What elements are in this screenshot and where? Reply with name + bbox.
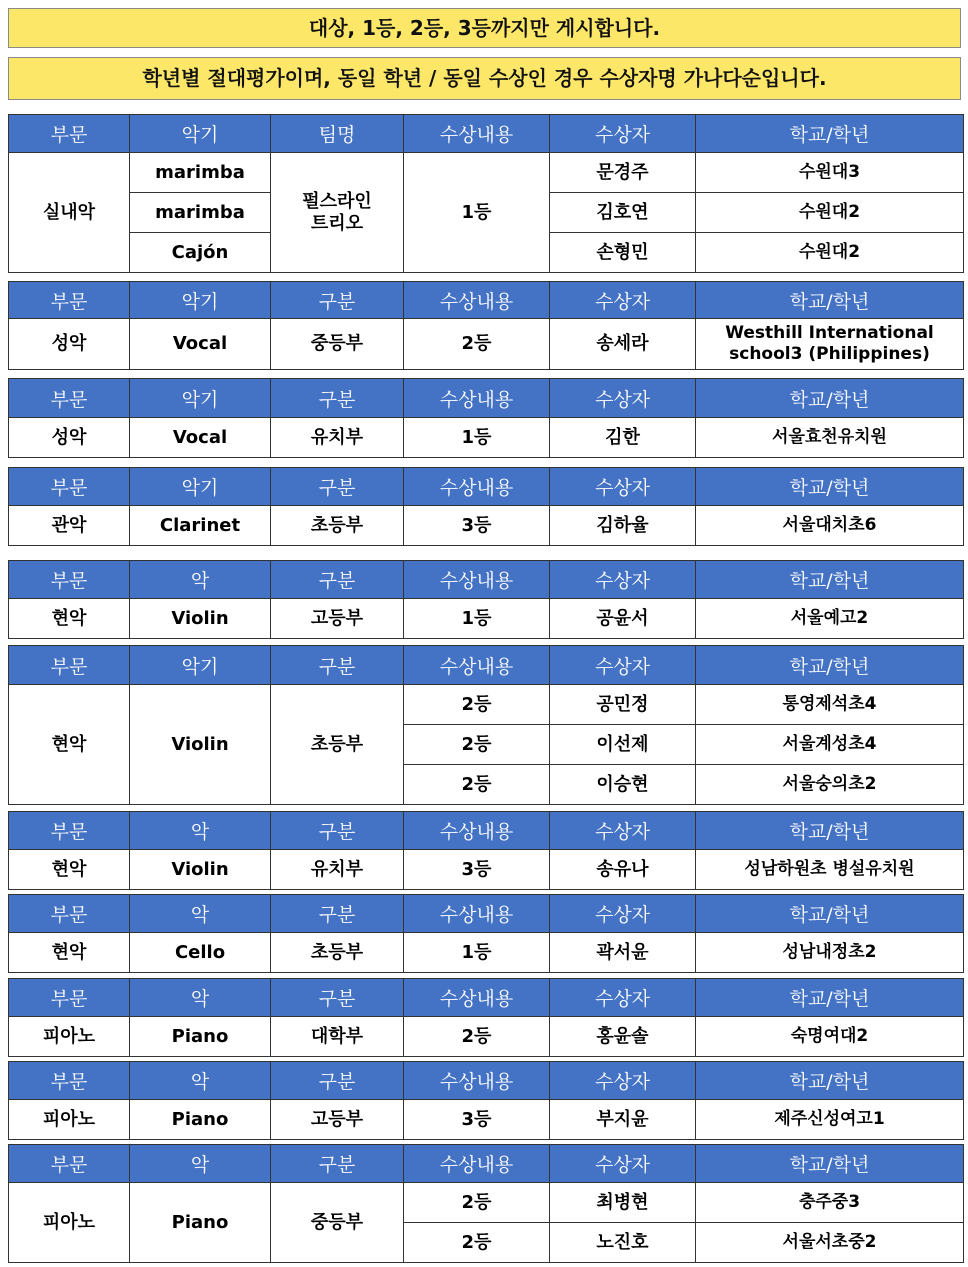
header-school-cell: 학교/학년 bbox=[696, 282, 964, 319]
table-row bbox=[9, 850, 964, 890]
school-cell: 숙명여대2 bbox=[696, 1017, 964, 1057]
prize-cell: 1등 bbox=[404, 153, 550, 273]
header-division-cell: 부문 bbox=[9, 561, 130, 599]
header-instrument-cell: 악 bbox=[130, 895, 271, 933]
table-row bbox=[9, 418, 964, 458]
table-header-row bbox=[9, 1145, 964, 1183]
header-instrument-cell: 악 bbox=[130, 1145, 271, 1183]
header-division-cell: 부문 bbox=[9, 812, 130, 850]
header-instrument-cell: 악 bbox=[130, 812, 271, 850]
header-school-cell: 학교/학년 bbox=[696, 1145, 964, 1183]
header-instrument-cell: 악 bbox=[130, 979, 271, 1017]
header-prize-cell: 수상내용 bbox=[404, 468, 550, 506]
winner-cell: 곽서윤 bbox=[550, 933, 696, 973]
header-category-cell: 구분 bbox=[271, 379, 404, 418]
winner-cell: 공윤서 bbox=[550, 599, 696, 639]
prize-cell: 2등 bbox=[404, 1183, 550, 1223]
instrument-cell: Piano bbox=[130, 1017, 271, 1057]
header-division-cell: 부문 bbox=[9, 979, 130, 1017]
prize-cell: 2등 bbox=[404, 725, 550, 765]
category-cell: 초등부 bbox=[271, 933, 404, 973]
school-cell: 성남하원초 병설유치원 bbox=[696, 850, 964, 890]
table-header-row bbox=[9, 646, 964, 685]
prize-cell: 2등 bbox=[404, 1223, 550, 1263]
award-table bbox=[8, 378, 964, 458]
instrument-cell: Piano bbox=[130, 1183, 271, 1263]
award-table bbox=[8, 467, 964, 546]
header-prize-cell: 수상내용 bbox=[404, 1062, 550, 1100]
instrument-cell: Violin bbox=[130, 685, 271, 805]
table-row bbox=[9, 1183, 964, 1223]
header-instrument-cell: 악기 bbox=[130, 115, 271, 153]
school-cell: 제주신성여고1 bbox=[696, 1100, 964, 1140]
header-winner-cell: 수상자 bbox=[550, 379, 696, 418]
category-cell: 고등부 bbox=[271, 1100, 404, 1140]
header-category-cell: 구분 bbox=[271, 812, 404, 850]
header-division-cell: 부문 bbox=[9, 282, 130, 319]
winner-cell: 문경주 bbox=[550, 153, 696, 193]
prize-cell: 3등 bbox=[404, 850, 550, 890]
category-cell: 대학부 bbox=[271, 1017, 404, 1057]
prize-cell: 2등 bbox=[404, 1017, 550, 1057]
division-cell: 실내악 bbox=[9, 153, 130, 273]
table-header-row bbox=[9, 561, 964, 599]
instrument-cell: Vocal bbox=[130, 319, 271, 370]
header-prize-cell: 수상내용 bbox=[404, 115, 550, 153]
winner-cell: 공민정 bbox=[550, 685, 696, 725]
winner-cell: 김호연 bbox=[550, 193, 696, 233]
header-category-cell: 구분 bbox=[271, 1062, 404, 1100]
division-cell: 현악 bbox=[9, 850, 130, 890]
instrument-cell: Piano bbox=[130, 1100, 271, 1140]
award-table bbox=[8, 894, 964, 973]
header-prize-cell: 수상내용 bbox=[404, 379, 550, 418]
award-table bbox=[8, 281, 964, 370]
header-division-cell: 부문 bbox=[9, 379, 130, 418]
table-header-row bbox=[9, 379, 964, 418]
instrument-cell: marimba bbox=[130, 193, 271, 233]
school-cell: 수원대3 bbox=[696, 153, 964, 193]
school-cell: 서울숭의초2 bbox=[696, 765, 964, 805]
school-cell: 서울예고2 bbox=[696, 599, 964, 639]
header-school-cell: 학교/학년 bbox=[696, 1062, 964, 1100]
header-winner-cell: 수상자 bbox=[550, 561, 696, 599]
prize-cell: 1등 bbox=[404, 933, 550, 973]
table-header-row bbox=[9, 282, 964, 319]
header-prize-cell: 수상내용 bbox=[404, 646, 550, 685]
header-division-cell: 부문 bbox=[9, 895, 130, 933]
table-row bbox=[9, 933, 964, 973]
winner-cell: 송유나 bbox=[550, 850, 696, 890]
award-table bbox=[8, 560, 964, 639]
header-school-cell: 학교/학년 bbox=[696, 895, 964, 933]
header-school-cell: 학교/학년 bbox=[696, 979, 964, 1017]
school-cell: 통영제석초4 bbox=[696, 685, 964, 725]
category-cell: 유치부 bbox=[271, 418, 404, 458]
award-table bbox=[8, 978, 964, 1057]
winner-cell: 홍윤솔 bbox=[550, 1017, 696, 1057]
prize-cell: 1등 bbox=[404, 418, 550, 458]
school-cell: 서울계성초4 bbox=[696, 725, 964, 765]
award-table bbox=[8, 1144, 964, 1263]
table-header-row bbox=[9, 1062, 964, 1100]
header-school-cell: 학교/학년 bbox=[696, 812, 964, 850]
header-division-cell: 부문 bbox=[9, 1145, 130, 1183]
header-prize-cell: 수상내용 bbox=[404, 1145, 550, 1183]
notice-banner-1 bbox=[8, 8, 961, 48]
winner-cell: 송세라 bbox=[550, 319, 696, 370]
division-cell: 성악 bbox=[9, 418, 130, 458]
winner-cell: 김한 bbox=[550, 418, 696, 458]
school-cell: 서울대치초6 bbox=[696, 506, 964, 546]
header-winner-cell: 수상자 bbox=[550, 646, 696, 685]
table-row bbox=[9, 153, 964, 193]
table-row bbox=[9, 1100, 964, 1140]
header-winner-cell: 수상자 bbox=[550, 282, 696, 319]
category-cell: 중등부 bbox=[271, 319, 404, 370]
header-instrument-cell: 악기 bbox=[130, 379, 271, 418]
header-school-cell: 학교/학년 bbox=[696, 115, 964, 153]
award-table bbox=[8, 645, 964, 805]
division-cell: 현악 bbox=[9, 599, 130, 639]
school-cell: 수원대2 bbox=[696, 233, 964, 273]
header-category-cell: 구분 bbox=[271, 895, 404, 933]
header-category-cell: 구분 bbox=[271, 1145, 404, 1183]
instrument-cell: Violin bbox=[130, 850, 271, 890]
school-cell: Westhill International school3 (Philippines) bbox=[696, 319, 964, 370]
instrument-cell: marimba bbox=[130, 153, 271, 193]
header-winner-cell: 수상자 bbox=[550, 1145, 696, 1183]
prize-cell: 1등 bbox=[404, 599, 550, 639]
prize-cell: 3등 bbox=[404, 506, 550, 546]
header-division-cell: 부문 bbox=[9, 468, 130, 506]
table-row bbox=[9, 506, 964, 546]
table-row bbox=[9, 599, 964, 639]
instrument-cell: Cello bbox=[130, 933, 271, 973]
notice-banner-2 bbox=[8, 57, 961, 100]
award-table bbox=[8, 811, 964, 890]
division-cell: 피아노 bbox=[9, 1183, 130, 1263]
winner-cell: 김하율 bbox=[550, 506, 696, 546]
award-table bbox=[8, 1061, 964, 1140]
winner-cell: 이승현 bbox=[550, 765, 696, 805]
table-header-row bbox=[9, 895, 964, 933]
header-instrument-cell: 악 bbox=[130, 1062, 271, 1100]
prize-cell: 2등 bbox=[404, 319, 550, 370]
header-school-cell: 학교/학년 bbox=[696, 646, 964, 685]
header-winner-cell: 수상자 bbox=[550, 1062, 696, 1100]
notice-text-2: 학년별 절대평가이며, 동일 학년 / 동일 수상인 경우 수상자명 가나다순입니다. bbox=[142, 66, 827, 90]
header-school-cell: 학교/학년 bbox=[696, 561, 964, 599]
instrument-cell: Violin bbox=[130, 599, 271, 639]
header-category-cell: 구분 bbox=[271, 561, 404, 599]
winner-cell: 부지윤 bbox=[550, 1100, 696, 1140]
category-cell: 초등부 bbox=[271, 685, 404, 805]
prize-cell: 3등 bbox=[404, 1100, 550, 1140]
header-winner-cell: 수상자 bbox=[550, 979, 696, 1017]
division-cell: 현악 bbox=[9, 685, 130, 805]
table-header-row bbox=[9, 979, 964, 1017]
winner-cell: 노진호 bbox=[550, 1223, 696, 1263]
category-cell: 고등부 bbox=[271, 599, 404, 639]
table-row bbox=[9, 685, 964, 725]
division-cell: 피아노 bbox=[9, 1100, 130, 1140]
header-school-cell: 학교/학년 bbox=[696, 379, 964, 418]
header-category-cell: 팀명 bbox=[271, 115, 404, 153]
header-winner-cell: 수상자 bbox=[550, 895, 696, 933]
header-division-cell: 부문 bbox=[9, 646, 130, 685]
school-cell: 수원대2 bbox=[696, 193, 964, 233]
header-category-cell: 구분 bbox=[271, 979, 404, 1017]
header-division-cell: 부문 bbox=[9, 115, 130, 153]
division-cell: 현악 bbox=[9, 933, 130, 973]
table-row bbox=[9, 1017, 964, 1057]
school-cell: 서울서초중2 bbox=[696, 1223, 964, 1263]
header-prize-cell: 수상내용 bbox=[404, 979, 550, 1017]
school-cell: 성남내정초2 bbox=[696, 933, 964, 973]
header-category-cell: 구분 bbox=[271, 468, 404, 506]
header-category-cell: 구분 bbox=[271, 282, 404, 319]
school-cell: 충주중3 bbox=[696, 1183, 964, 1223]
header-instrument-cell: 악기 bbox=[130, 646, 271, 685]
header-winner-cell: 수상자 bbox=[550, 812, 696, 850]
winner-cell: 이선제 bbox=[550, 725, 696, 765]
division-cell: 피아노 bbox=[9, 1017, 130, 1057]
table-header-row bbox=[9, 812, 964, 850]
table-row bbox=[9, 319, 964, 370]
header-prize-cell: 수상내용 bbox=[404, 812, 550, 850]
instrument-cell: Clarinet bbox=[130, 506, 271, 546]
school-cell: 서울효천유치원 bbox=[696, 418, 964, 458]
team-name-cell: 펄스라인 트리오 bbox=[271, 153, 404, 273]
table-header-row bbox=[9, 115, 964, 153]
winner-cell: 최병현 bbox=[550, 1183, 696, 1223]
award-table bbox=[8, 114, 964, 273]
winner-cell: 손형민 bbox=[550, 233, 696, 273]
header-school-cell: 학교/학년 bbox=[696, 468, 964, 506]
header-instrument-cell: 악 bbox=[130, 561, 271, 599]
header-prize-cell: 수상내용 bbox=[404, 282, 550, 319]
header-category-cell: 구분 bbox=[271, 646, 404, 685]
header-prize-cell: 수상내용 bbox=[404, 561, 550, 599]
division-cell: 성악 bbox=[9, 319, 130, 370]
table-header-row bbox=[9, 468, 964, 506]
header-prize-cell: 수상내용 bbox=[404, 895, 550, 933]
header-instrument-cell: 악기 bbox=[130, 468, 271, 506]
notice-text-1: 대상, 1등, 2등, 3등까지만 게시합니다. bbox=[308, 16, 661, 40]
header-winner-cell: 수상자 bbox=[550, 468, 696, 506]
instrument-cell: Cajón bbox=[130, 233, 271, 273]
prize-cell: 2등 bbox=[404, 765, 550, 805]
header-winner-cell: 수상자 bbox=[550, 115, 696, 153]
prize-cell: 2등 bbox=[404, 685, 550, 725]
division-cell: 관악 bbox=[9, 506, 130, 546]
header-instrument-cell: 악기 bbox=[130, 282, 271, 319]
instrument-cell: Vocal bbox=[130, 418, 271, 458]
header-division-cell: 부문 bbox=[9, 1062, 130, 1100]
category-cell: 중등부 bbox=[271, 1183, 404, 1263]
category-cell: 초등부 bbox=[271, 506, 404, 546]
category-cell: 유치부 bbox=[271, 850, 404, 890]
